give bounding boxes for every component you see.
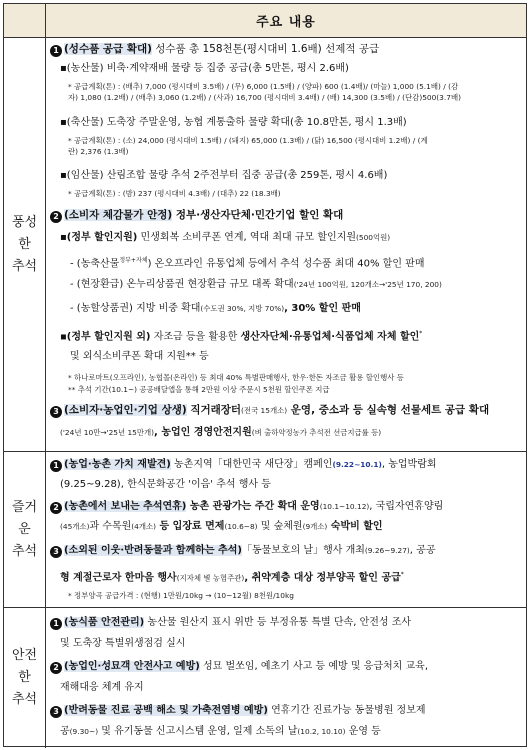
header-title: 주요 내용: [46, 4, 526, 37]
sub-other-discount-cont: 및 외식소비쿠폰 확대 지원** 등: [70, 351, 209, 362]
bullet-2-icon: 2: [50, 662, 62, 674]
item-coexist: 3 (소비자·농업인·기업 상생) 직거래장터(전국 15개소) 운영, 중소과 등 실속형 선물세트 공급 확대: [50, 402, 524, 419]
note-livestock-2: 란) 2,376 (1.3배): [68, 147, 129, 156]
note-grain-price: * 정부양곡 공급가격 : (현행) 1만원/10kg → (10~12월) 8천원/10kg: [68, 591, 294, 600]
bullet-1-icon: 1: [50, 460, 62, 472]
item-price: 2 (소비자 체감물가 안정) 정부·생산자단체·민간기업 할인 확대: [50, 207, 524, 223]
item-neighbors: 3 (소외된 이웃·반려동물과 함께하는 추석)「동물보호의 날」행사 개최(9.26~9.27), 공공: [50, 544, 524, 558]
note-forest: * 공급계획(톤) : (밤) 237 (평시대비 4.3배) / (대추) 22 (18.3배): [68, 189, 281, 198]
table-header: [4, 4, 526, 38]
bullet-3-icon: 3: [50, 406, 62, 418]
bullet-3-icon: 3: [50, 546, 62, 558]
item-animal-cont: 공(9.30~) 및 유기동물 신고시스템 운영, 일제 소독의 날(10.2, 10.10) 운영 등: [60, 726, 381, 737]
item-animal: 3 (반려동물 진료 공백 해소 및 가축전염병 예방) 연휴기간 진료가능 동물병원 정보제: [50, 704, 524, 718]
bullet-2-icon: 2: [50, 502, 62, 514]
item-rural-cont: (45개소)과 수목원(4개소) 등 입장료 면제(10.6~8) 및 숲체원(9개소) 숙박비 할인: [60, 521, 383, 532]
sub-gov-discount: ▪(정부 할인지원) 민생회복 소비쿠폰 연계, 역대 최대 규모 할인지원(500억원): [60, 232, 391, 243]
section-abundant: [4, 38, 526, 452]
dash-onsite-refund: - (현장환급) 온누리상품권 현장환급 규모 대폭 확대('24년 100억원, 120개소→'25년 170, 200): [70, 279, 442, 290]
note-livestock-1: * 공급계획(톤) : (소) 24,000 (평시대비 1.5배) / (돼지) 65,000 (1.3배) / (닭) 16,500 (평시대비 1.2배) / (계: [68, 136, 428, 145]
section-safe: [4, 608, 526, 748]
item-accident: 2 (농업인·성묘객 안전사고 예방) 성묘 벌쏘임, 예초기 사고 등 예방 및 응급처치 교육,: [50, 660, 524, 674]
note-discount-2: ** 추석 기간(10.1~) 공공배달앱을 통해 2만원 이상 주문시 5천원 할인쿠폰 지급: [68, 385, 330, 394]
sub-livestock: ▪(축산물) 도축장 주말운영, 농협 계통출하 물량 확대(총 10.8만톤, 평시 1.3배): [60, 117, 407, 128]
sub-other-discount: ▪(정부 할인지원 외) 자조금 등을 활용한 생산자단체·유통업체·식품업체 자체 할인*: [60, 330, 423, 343]
bullet-1-icon: 1: [50, 45, 62, 57]
item-value-cont: (9.25~9.28), 한식문화공간 '이음' 추석 행사 등: [60, 479, 271, 490]
section-label-abundant: 풍성 한 추석: [4, 38, 46, 451]
bullet-3-icon: 3: [50, 706, 62, 718]
note-agri-1: * 공급계획(톤) : (배추) 7,000 (평시대비 3.5배) / (무) 6,000 (1.5배) / (양파) 600 (1.4배)/ (마늘) 1,000 (5.1배) / (감: [68, 82, 459, 91]
item-value: 1 (농업·농촌 가치 재발견) 농촌지역「대한민국 새단장」캠페인(9.22~10.1), 농업박람회: [50, 458, 524, 472]
note-discount-1: * 하나로마트(오프라인), 농협몰(온라인) 등 최대 40% 특별판매행사, 한우·한돈 자조금 활용 할인행사 등: [68, 373, 404, 382]
section-label-enjoyable: 즐거 운 추석: [4, 452, 46, 607]
item-food-safety-cont: 및 도축장 특별위생점검 실시: [60, 638, 186, 649]
item-coexist-cont: ('24년 10만→'25년 15만개), 농업인 경영안전지원(벼 출하약정농가 추석전 선금지급률 등): [60, 427, 382, 438]
item-accident-cont: 재해대응 체계 유지: [60, 682, 144, 693]
section-label-safe: 안전 한 추석: [4, 608, 46, 748]
dash-agri-livestock: - (농축산물$^{정부+자체}$) 온오프라인 유통업체 등에서 추석 성수품 최대 40% 할인 판매: [70, 257, 425, 270]
note-agri-2: 자) 1,080 (1.2배) / (배추) 3,060 (1.2배) / (사과) 16,700 (평시대비 3.4배) / (배) 14,300 (3.5배) / (단감)500(3.7배): [68, 93, 461, 102]
item-food-safety: 1 (농식품 안전관리) 농산물 원산지 표시 위반 등 부정유통 특별 단속, 안전성 조사: [50, 616, 524, 630]
section-enjoyable: [4, 452, 526, 608]
bullet-1-icon: 1: [50, 618, 62, 630]
sub-agri: ▪(농산물) 비축·계약재배 물량 등 집중 공급(총 5만톤, 평시 2.6배): [60, 63, 349, 74]
bullet-2-icon: 2: [50, 211, 62, 223]
content-table: [3, 3, 527, 747]
sub-forest: ▪(임산물) 산림조합 물량 추석 2주전부터 집중 공급(총 259톤, 평시 4.6배): [60, 170, 388, 181]
header-blank-cell: [4, 4, 46, 37]
dash-voucher: - (농할상품권) 지방 비중 확대(수도권 30%, 지방 70%), 30% 할인 판매: [70, 303, 361, 314]
item-neighbors-cont: 형 계절근로자 한마음 행사(지자체 별 농협주관), 취약계층 대상 정부양곡 할인 공급*: [60, 571, 404, 584]
item-supply: 1 (성수품 공급 확대) 성수품 총 158천톤(평시대비 1.6배) 선제적 공급: [50, 41, 524, 57]
item-rural: 2 (농촌에서 보내는 추석연휴) 농촌 관광가는 주간 확대 운영(10.1~10.12), 국립자연휴양림: [50, 500, 524, 514]
